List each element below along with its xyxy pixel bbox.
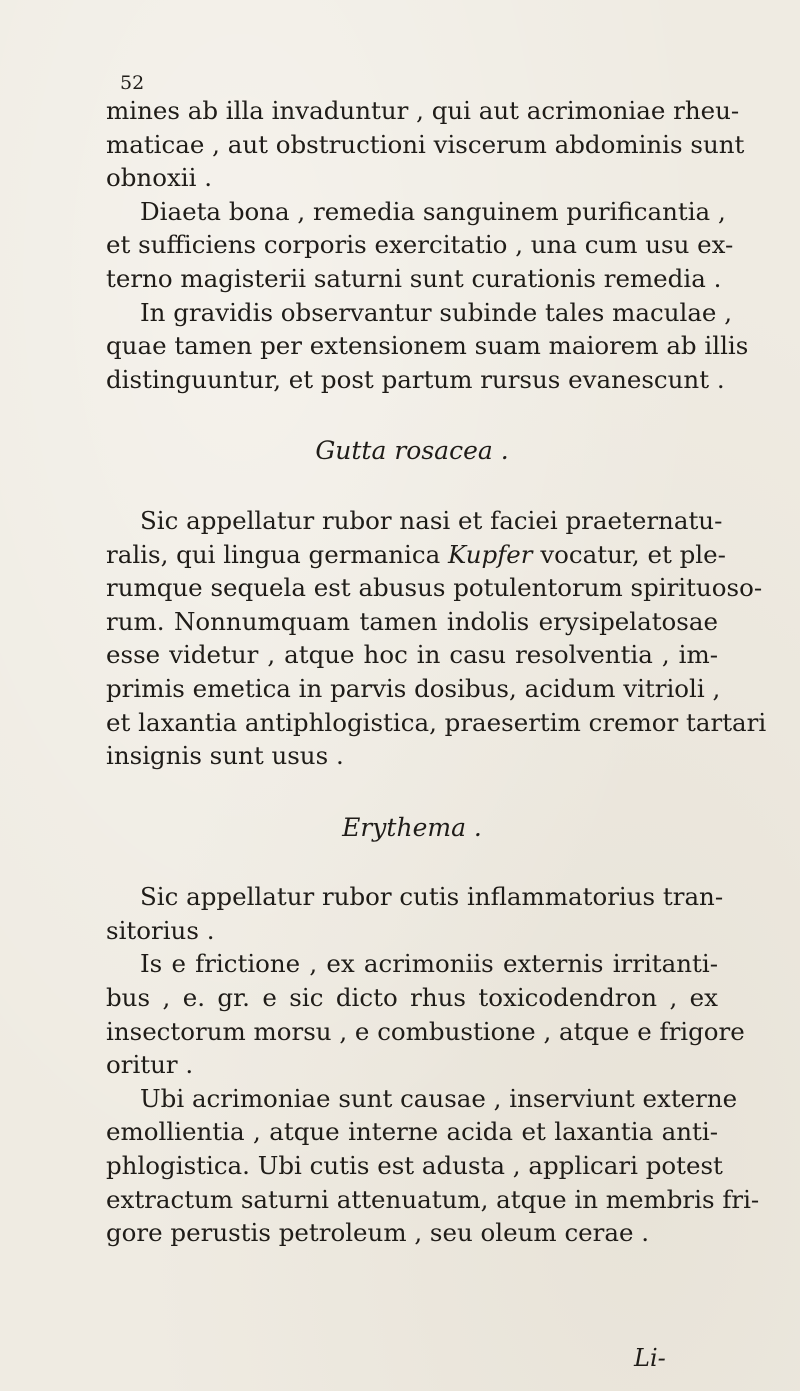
text-line: phlogistica. Ubi cutis est adusta , applicari potest [106, 1151, 723, 1181]
paragraph-rheumatic [106, 94, 745, 195]
text-line: et sufficiens corporis exercitatio , una cum usu ex- [106, 230, 734, 260]
page-number: 52 [120, 72, 145, 94]
text-line: Is e frictione , ex acrimoniis externis irritanti- [140, 949, 718, 979]
italic-term: Kupfer [448, 539, 533, 569]
paragraph-diaeta [106, 195, 734, 296]
paragraph-erythema-definition [106, 880, 724, 947]
text-line: mines ab illa invaduntur , qui aut acrimoniae rheu- [106, 96, 740, 125]
text-fragment: ralis, qui lingua germanica [106, 539, 441, 569]
text-line: quae tamen per extensionem suam maiorem ab illis [106, 331, 749, 361]
text-line: obnoxii . [106, 163, 213, 193]
text-line: In gravidis observantur subinde tales maculae , [140, 297, 732, 327]
section-heading-gutta-rosacea: Gutta rosacea . [315, 436, 509, 466]
text-fragment: vocatur, et ple- [540, 539, 726, 569]
text-line: Ubi acrimoniae sunt causae , inserviunt externe [140, 1083, 738, 1113]
text-line: Sic appellatur rubor cutis inflammatorius tran- [140, 882, 724, 912]
text-line: Diaeta bona , remedia sanguinem purificantia , [140, 196, 726, 226]
text-line: rumque sequela est abusus potulentorum spirituoso- [106, 573, 763, 603]
text-line: extractum saturni attenuatum, atque in membris fri- [106, 1184, 760, 1214]
text-line: emollientia , atque interne acida et laxantia anti- [106, 1117, 718, 1147]
page-text [106, 94, 767, 1250]
paragraph-gutta-rosacea [106, 504, 767, 773]
paragraph-gravidis [106, 296, 749, 397]
paragraph-erythema-remedies [106, 1082, 760, 1250]
catchword: Li- [634, 1344, 666, 1372]
text-line: Sic appellatur rubor nasi et faciei praeternatu- [140, 505, 723, 535]
paragraph-erythema-causes [106, 947, 745, 1081]
text-line: rum. Nonnumquam tamen indolis erysipelatosae [106, 606, 718, 636]
text-line: sitorius . [106, 915, 215, 945]
text-line: insectorum morsu , e combustione , atque e frigore [106, 1016, 745, 1046]
section-heading-erythema: Erythema . [342, 812, 482, 842]
text-line [106, 538, 726, 572]
text-line: insignis sunt usus . [106, 741, 344, 771]
text-line: distinguuntur, et post partum rursus evanescunt . [106, 364, 725, 394]
text-line: gore perustis petroleum , seu oleum cerae . [106, 1218, 650, 1248]
text-line: et laxantia antiphlogistica, praesertim cremor tartari [106, 707, 767, 737]
text-line: esse videtur , atque hoc in casu resolventia , im- [106, 640, 718, 670]
text-line: terno magisterii saturni sunt curationis remedia . [106, 263, 722, 293]
text-line: bus , e. gr. e sic dicto rhus toxicodendron , ex [106, 983, 718, 1013]
text-line: maticae , aut obstructioni viscerum abdominis sunt [106, 129, 745, 159]
text-line: primis emetica in parvis dosibus, acidum vitrioli , [106, 673, 721, 703]
text-line: oritur . [106, 1050, 194, 1080]
